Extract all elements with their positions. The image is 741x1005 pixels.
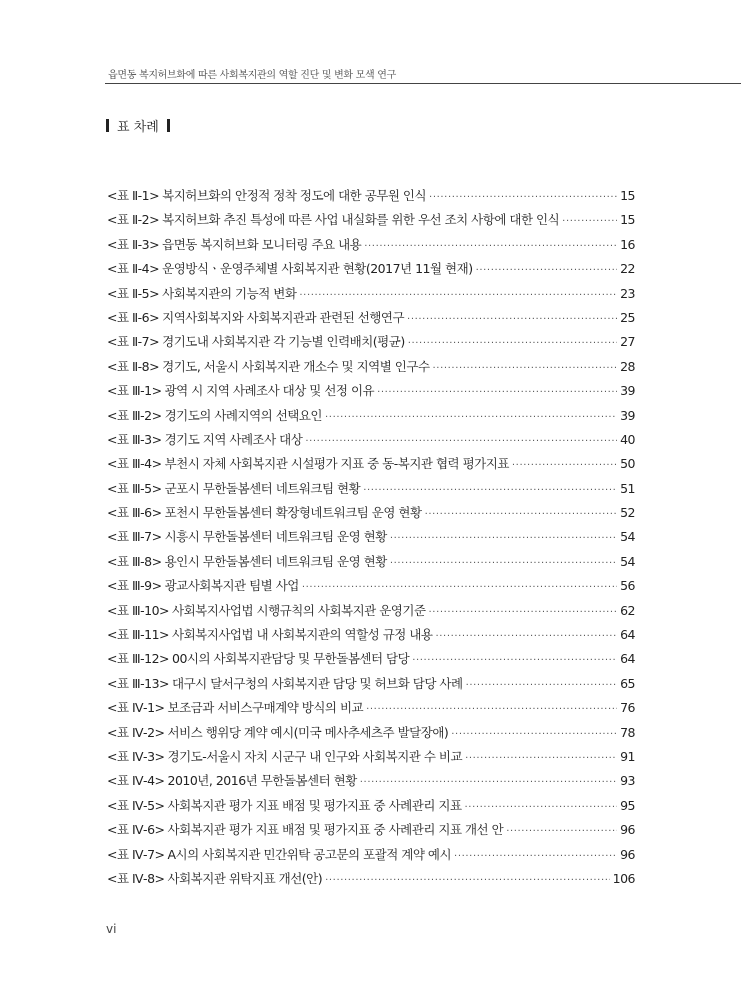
page-number: vi bbox=[106, 922, 117, 936]
toc-entry-page: 54 bbox=[620, 529, 635, 545]
toc-entry-label: <표 Ⅱ-3> bbox=[107, 236, 160, 252]
toc-leader-dots bbox=[305, 436, 617, 447]
toc-entry-title: 시흥시 무한돌봄센터 네트워크팀 운영 현황 bbox=[164, 529, 387, 545]
toc-entry-label: <표 Ⅳ-1> bbox=[107, 700, 165, 716]
toc-entry-label: <표 Ⅲ-4> bbox=[107, 456, 162, 472]
section-title bbox=[106, 116, 170, 135]
toc-entry-title: 사회복지관의 기능적 변화 bbox=[162, 285, 297, 301]
toc-entry-page: 62 bbox=[620, 602, 635, 618]
toc-entry-title: 복지허브화의 안정적 정착 정도에 대한 공무원 인식 bbox=[162, 188, 427, 203]
toc-entry-label: <표 Ⅳ-6> bbox=[107, 822, 165, 838]
toc-entry[interactable] bbox=[107, 454, 635, 478]
toc-entry-title: 복지허브화 추진 특성에 따른 사업 내실화를 위한 우선 조치 사항에 대한 인식 bbox=[162, 212, 560, 228]
toc-entry-page: 25 bbox=[620, 309, 635, 325]
toc-entry-page: 40 bbox=[620, 431, 635, 447]
toc-entry-label: <표 Ⅲ-8> bbox=[107, 553, 162, 569]
toc-entry[interactable] bbox=[107, 503, 635, 527]
toc-leader-dots bbox=[377, 387, 617, 398]
toc-leader-dots bbox=[506, 826, 617, 837]
table-of-tables bbox=[107, 186, 635, 893]
toc-entry-title: 사회복지사업법 내 사회복지관의 역할성 규정 내용 bbox=[172, 627, 433, 643]
toc-entry-title: 보조금과 서비스구매계약 방식의 비교 bbox=[167, 700, 364, 716]
toc-entry[interactable] bbox=[107, 845, 635, 869]
toc-entry[interactable] bbox=[107, 527, 635, 551]
toc-entry-label: <표 Ⅲ-10> bbox=[107, 602, 170, 618]
toc-entry[interactable] bbox=[107, 430, 635, 454]
toc-entry[interactable] bbox=[107, 332, 635, 356]
toc-leader-dots bbox=[465, 753, 617, 764]
header-rule bbox=[105, 83, 741, 84]
toc-entry-title: 00시의 사회복지관담당 및 무한돌봄센터 담당 bbox=[172, 651, 410, 667]
toc-entry[interactable] bbox=[107, 284, 635, 308]
toc-leader-dots bbox=[299, 290, 617, 301]
toc-leader-dots bbox=[412, 655, 617, 666]
toc-entry-label: <표 Ⅱ-7> bbox=[107, 334, 160, 350]
toc-leader-dots bbox=[363, 485, 617, 496]
title-bar-left bbox=[106, 119, 109, 132]
toc-entry-title: 서비스 행위당 계약 예시(미국 메사추세츠주 발달장애) bbox=[167, 724, 449, 740]
toc-leader-dots bbox=[366, 704, 617, 715]
toc-entry-label: <표 Ⅳ-8> bbox=[107, 870, 165, 886]
toc-leader-dots bbox=[433, 363, 618, 374]
toc-leader-dots bbox=[429, 192, 617, 203]
toc-entry-page: 54 bbox=[620, 553, 635, 569]
toc-entry-title: 운영방식ㆍ운영주체별 사회복지관 현황(2017년 11월 현재) bbox=[162, 261, 473, 277]
toc-leader-dots bbox=[429, 607, 618, 618]
toc-entry[interactable] bbox=[107, 771, 635, 795]
toc-entry-title: 경기도, 서울시 사회복지관 개소수 및 지역별 인구수 bbox=[162, 358, 430, 374]
toc-entry[interactable] bbox=[107, 796, 635, 820]
toc-entry[interactable] bbox=[107, 552, 635, 576]
toc-entry[interactable] bbox=[107, 674, 635, 698]
toc-leader-dots bbox=[454, 851, 617, 862]
toc-entry[interactable] bbox=[107, 381, 635, 405]
toc-entry-label: <표 Ⅱ-4> bbox=[107, 261, 160, 277]
toc-leader-dots bbox=[476, 265, 618, 276]
toc-leader-dots bbox=[302, 582, 617, 593]
toc-entry-page: 65 bbox=[620, 675, 635, 691]
toc-leader-dots bbox=[465, 802, 618, 813]
toc-leader-dots bbox=[562, 216, 617, 227]
toc-entry-page: 15 bbox=[620, 212, 635, 228]
toc-entry-title: A시의 사회복지관 민간위탁 공고문의 포괄적 계약 예시 bbox=[167, 846, 452, 862]
toc-leader-dots bbox=[325, 412, 617, 423]
toc-entry-title: 사회복지관 평가 지표 배점 및 평가지표 중 사례관리 지표 bbox=[167, 797, 462, 813]
toc-entry-label: <표 Ⅳ-3> bbox=[107, 748, 165, 764]
toc-entry[interactable] bbox=[107, 235, 635, 259]
toc-entry-title: 지역사회복지와 사회복지관과 관련된 선행연구 bbox=[162, 309, 405, 325]
toc-entry-label: <표 Ⅱ-1> bbox=[107, 188, 160, 203]
toc-entry-title: 경기도내 사회복지관 각 기능별 인력배치(평균) bbox=[162, 334, 405, 350]
section-title-text: 표 차례 bbox=[117, 120, 159, 135]
toc-entry-title: 용인시 무한돌봄센터 네트워크팀 운영 현황 bbox=[164, 553, 387, 569]
toc-entry[interactable] bbox=[107, 869, 635, 893]
toc-entry-page: 23 bbox=[620, 285, 635, 301]
toc-entry[interactable] bbox=[107, 820, 635, 844]
toc-entry-label: <표 Ⅳ-7> bbox=[107, 846, 165, 862]
toc-entry-title: 경기도 지역 사례조사 대상 bbox=[164, 431, 303, 447]
toc-entry[interactable] bbox=[107, 259, 635, 283]
toc-leader-dots bbox=[325, 875, 610, 886]
toc-entry[interactable] bbox=[107, 625, 635, 649]
toc-entry-page: 51 bbox=[620, 480, 635, 496]
toc-leader-dots bbox=[435, 631, 617, 642]
toc-entry-label: <표 Ⅳ-2> bbox=[107, 724, 165, 740]
toc-entry-page: 96 bbox=[620, 846, 635, 862]
toc-entry[interactable] bbox=[107, 601, 635, 625]
title-bar-right bbox=[167, 119, 170, 132]
toc-leader-dots bbox=[360, 777, 617, 788]
toc-entry-title: 군포시 무한돌봄센터 네트워크팀 현황 bbox=[164, 480, 361, 496]
toc-entry-page: 64 bbox=[620, 651, 635, 667]
toc-entry-page: 106 bbox=[612, 870, 635, 886]
toc-entry-title: 광교사회복지관 팀별 사업 bbox=[164, 578, 299, 594]
toc-entry-page: 39 bbox=[620, 383, 635, 399]
toc-leader-dots bbox=[390, 533, 617, 544]
toc-entry-title: 대구시 달서구청의 사회복지관 담당 및 허브화 담당 사례 bbox=[172, 675, 463, 691]
toc-entry[interactable] bbox=[107, 747, 635, 771]
toc-entry-title: 사회복지사업법 시행규칙의 사회복지관 운영기준 bbox=[172, 602, 426, 618]
toc-entry-page: 64 bbox=[620, 627, 635, 643]
toc-entry-page: 52 bbox=[620, 505, 635, 521]
toc-entry[interactable] bbox=[107, 357, 635, 381]
toc-entry-title: 사회복지관 평가 지표 배점 및 평가지표 중 사례관리 지표 개선 안 bbox=[167, 822, 504, 838]
toc-entry-title: 2010년, 2016년 무한돌봄센터 현황 bbox=[167, 773, 357, 789]
toc-entry-page: 28 bbox=[620, 358, 635, 374]
toc-entry-page: 50 bbox=[620, 456, 635, 472]
toc-leader-dots bbox=[390, 558, 617, 569]
toc-entry-page: 39 bbox=[620, 407, 635, 423]
toc-entry[interactable] bbox=[107, 479, 635, 503]
toc-entry[interactable] bbox=[107, 723, 635, 747]
toc-entry-page: 56 bbox=[620, 578, 635, 594]
toc-entry-label: <표 Ⅲ-13> bbox=[107, 675, 170, 691]
toc-entry-page: 95 bbox=[620, 797, 635, 813]
toc-entry-title: 사회복지관 위탁지표 개선(안) bbox=[167, 870, 323, 886]
toc-entry-page: 16 bbox=[620, 236, 635, 252]
toc-entry-label: <표 Ⅲ-6> bbox=[107, 505, 162, 521]
toc-entry-title: 경기도의 사례지역의 선택요인 bbox=[164, 407, 323, 423]
toc-entry[interactable] bbox=[107, 576, 635, 600]
toc-entry-label: <표 Ⅱ-2> bbox=[107, 212, 160, 228]
toc-entry-page: 27 bbox=[620, 334, 635, 350]
toc-entry-page: 93 bbox=[620, 773, 635, 789]
toc-entry-label: <표 Ⅱ-5> bbox=[107, 285, 160, 301]
toc-entry-label: <표 Ⅲ-9> bbox=[107, 578, 162, 594]
toc-entry-page: 22 bbox=[620, 261, 635, 277]
toc-leader-dots bbox=[364, 241, 617, 252]
toc-entry-label: <표 Ⅲ-12> bbox=[107, 651, 170, 667]
toc-entry[interactable] bbox=[107, 649, 635, 673]
toc-entry-label: <표 Ⅱ-8> bbox=[107, 358, 160, 374]
toc-entry-label: <표 Ⅲ-3> bbox=[107, 431, 162, 447]
toc-leader-dots bbox=[408, 338, 617, 349]
toc-entry-page: 91 bbox=[620, 748, 635, 764]
toc-entry-label: <표 Ⅲ-11> bbox=[107, 627, 170, 643]
toc-entry[interactable] bbox=[107, 698, 635, 722]
toc-entry-label: <표 Ⅳ-5> bbox=[107, 797, 165, 813]
toc-entry-title: 부천시 자체 사회복지관 시설평가 지표 중 동-복지관 협력 평가지표 bbox=[164, 456, 509, 472]
toc-entry-label: <표 Ⅲ-5> bbox=[107, 480, 162, 496]
toc-entry-label: <표 Ⅳ-4> bbox=[107, 773, 165, 789]
toc-entry-title: 읍면동 복지허브화 모니터링 주요 내용 bbox=[162, 236, 362, 252]
toc-entry[interactable] bbox=[107, 210, 635, 234]
toc-leader-dots bbox=[512, 460, 617, 471]
toc-entry-title: 경기도-서울시 자치 시군구 내 인구와 사회복지관 수 비교 bbox=[167, 748, 463, 764]
toc-leader-dots bbox=[466, 680, 618, 691]
toc-leader-dots bbox=[451, 729, 617, 740]
toc-entry-page: 15 bbox=[620, 188, 635, 203]
toc-entry-label: <표 Ⅱ-6> bbox=[107, 309, 160, 325]
toc-entry-label: <표 Ⅲ-7> bbox=[107, 529, 162, 545]
toc-entry-title: 포천시 무한돌봄센터 확장형네트워크팀 운영 현황 bbox=[164, 505, 422, 521]
toc-entry-page: 76 bbox=[620, 700, 635, 716]
toc-leader-dots bbox=[425, 509, 618, 520]
toc-entry-title: 광역 시 지역 사례조사 대상 및 선정 이유 bbox=[164, 383, 375, 399]
toc-entry[interactable] bbox=[107, 186, 635, 210]
toc-leader-dots bbox=[407, 314, 617, 325]
toc-entry-page: 78 bbox=[620, 724, 635, 740]
running-header: 읍면동 복지허브화에 따른 사회복지관의 역할 진단 및 변화 모색 연구 bbox=[108, 70, 396, 81]
toc-entry-label: <표 Ⅲ-1> bbox=[107, 383, 162, 399]
toc-entry[interactable] bbox=[107, 406, 635, 430]
toc-entry[interactable] bbox=[107, 308, 635, 332]
toc-entry-label: <표 Ⅲ-2> bbox=[107, 407, 162, 423]
toc-entry-page: 96 bbox=[620, 822, 635, 838]
